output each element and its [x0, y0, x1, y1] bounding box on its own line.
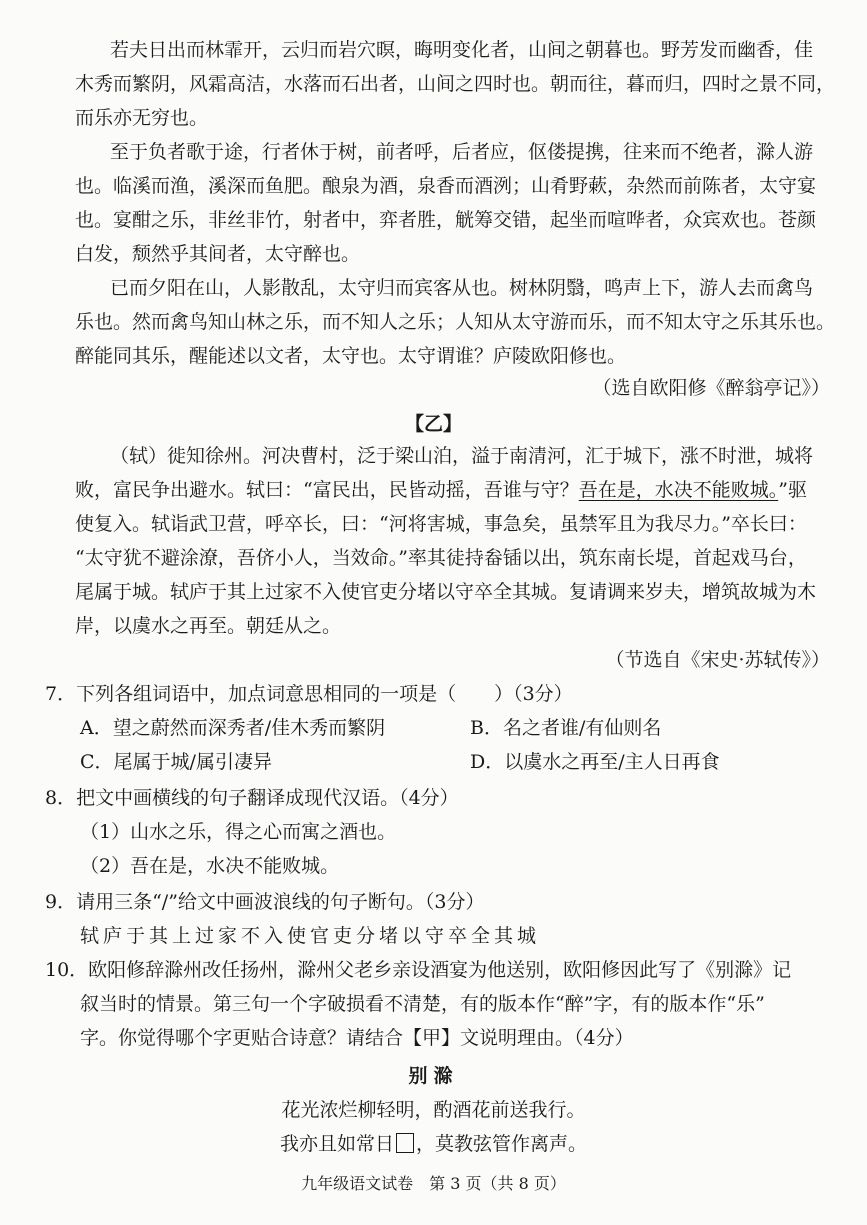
passage-b-source: （节选自《宋史·苏轼传》） — [605, 649, 830, 671]
question-8-item-1: （1）山水之乐，得之心而寓之酒也。 — [80, 821, 397, 843]
wavy-sentence: 轼庐于其上过家不入使官吏分堵以守卒全其城 — [170, 581, 551, 603]
poem-line-2 — [0, 1132, 867, 1156]
question-10-line: 叙当时的情景。第三句一个字破损看不清楚，有的版本作“醉”字，有的版本作“乐” — [80, 993, 765, 1015]
poem-title: 别滁 — [408, 1065, 459, 1087]
question-8-item-2: （2）吾在是，水决不能败城。 — [80, 855, 340, 877]
passage-b-line — [75, 580, 830, 604]
question-8: 8．把文中画横线的句子翻译成现代汉语。（4分） — [45, 787, 459, 809]
question-7-option-c: C．尾属于城/属引凄异 — [80, 751, 272, 773]
passage-b-line: （轼）徙知徐州。河决曹村，泛于梁山泊，溢于南清河，汇于城下，涨不时泄，城将 — [110, 445, 814, 467]
question-9-text: 轼庐于其上过家不入使官吏分堵以守卒全其城 — [80, 925, 541, 947]
passage-a-line: 木秀而繁阴，风霜高洁，水落而石出者，山间之四时也。朝而往，暮而归，四时之景不同， — [75, 73, 836, 95]
question-7-option-b: B．名之者谁/有仙则名 — [470, 717, 662, 739]
passage-a-line: 也。宴酣之乐，非丝非竹，射者中，弈者胜，觥筹交错，起坐而喧哗者，众宾欢也。苍颜 — [75, 209, 817, 231]
passage-b-line: “太守犹不避涂潦，吾侪小人，当效命。”率其徒持畚锸以出，筑东南长堤，首起戏马台， — [75, 547, 807, 569]
passage-a-line: 至于负者歌于途，行者休于树，前者呼，后者应，伛偻提携，往来而不绝者，滁人游 — [110, 141, 814, 163]
page-footer: 九年级语文试卷 第 3 页（共 8 页） — [301, 1174, 566, 1193]
underlined-sentence: 吾在是，水决不能败城。 — [578, 479, 779, 501]
passage-a-line: 醉能同其乐，醒能述以文者，太守也。太守谓谁？庐陵欧阳修也。 — [75, 345, 627, 367]
passage-b-text: ”驱 — [778, 479, 807, 501]
passage-a-line: 也。临溪而渔，溪深而鱼肥。酿泉为酒，泉香而酒洌；山肴野蔌，杂然而前陈者，太守宴 — [75, 175, 817, 197]
question-7-option-a: A．望之蔚然而深秀者/佳木秀而繁阴 — [80, 717, 386, 739]
passage-b-line — [75, 478, 830, 502]
passage-b-text: 尾属于城。 — [75, 581, 171, 603]
passage-a-line: 白发，颓然乎其间者，太守醉也。 — [75, 243, 361, 265]
question-9: 9．请用三条“/”给文中画波浪线的句子断句。（3分） — [45, 891, 485, 913]
question-7-option-d: D．以虞水之再至/主人日再食 — [470, 751, 720, 773]
section-b-title: 【乙】 — [404, 413, 462, 435]
passage-a-source: （选自欧阳修《醉翁亭记》） — [592, 377, 830, 399]
passage-b-line: 岸，以虞水之再至。朝廷从之。 — [75, 615, 342, 637]
question-10-line: 字。你觉得哪个字更贴合诗意？请结合【甲】文说明理由。（4分） — [80, 1027, 634, 1049]
question-10: 10．欧阳修辞滁州改任扬州，滁州父老乡亲设酒宴为他送别，欧阳修因此写了《别滁》记 — [45, 959, 792, 981]
question-7: 7．下列各组词语中，加点词意思相同的一项是（ ）（3分） — [45, 683, 573, 705]
passage-b-text: 败，富民争出避水。轼曰：“富民出，民皆动摇，吾谁与守？ — [75, 479, 579, 501]
missing-character-box — [396, 1133, 414, 1153]
passage-b-line: 使复入。轼诣武卫营，呼卒长，曰：“河将害城，事急矣，虽禁军且为我尽力。”卒长曰： — [75, 513, 807, 535]
poem-line-2-start: 我亦且如常日 — [279, 1133, 394, 1155]
poem-line-1: 花光浓烂柳轻明，酌酒花前送我行。 — [281, 1099, 586, 1121]
passage-b-text: 。复请调来岁夫，增筑故城为木 — [550, 581, 817, 603]
passage-a-line: 已而夕阳在山，人影散乱，太守归而宾客从也。树林阴翳，鸣声上下，游人去而禽鸟 — [110, 277, 814, 299]
passage-a-line: 乐也。然而禽鸟知山林之乐，而不知人之乐；人知从太守游而乐，而不知太守之乐其乐也。 — [75, 311, 836, 333]
poem-line-2-end: ，莫教弦管作离声。 — [416, 1133, 588, 1155]
passage-a-line: 而乐亦无穷也。 — [75, 107, 209, 129]
passage-a-line: 若夫日出而林霏开，云归而岩穴暝，晦明变化者，山间之朝暮也。野芳发而幽香，佳 — [110, 39, 814, 61]
